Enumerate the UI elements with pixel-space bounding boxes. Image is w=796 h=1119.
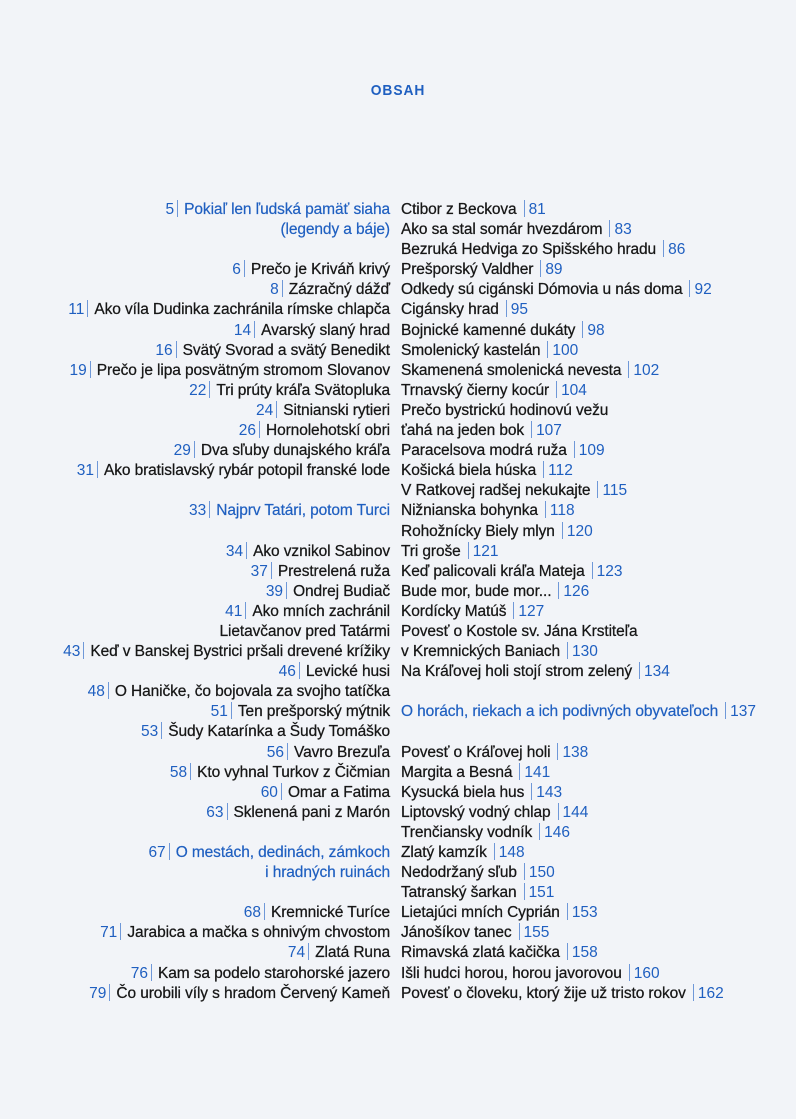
entry-title: Bojnické kamenné dukáty <box>401 321 576 339</box>
toc-entry[interactable] <box>401 943 756 963</box>
page-number: 134 <box>644 663 670 681</box>
divider-bar <box>663 240 664 257</box>
entry-title: Omar a Fatima <box>287 783 390 801</box>
page-number: 41 <box>225 602 243 620</box>
entry-title: Kordícky Matúš <box>401 602 507 620</box>
page-number: 39 <box>265 582 284 600</box>
entry-title: Ako mních zachránil <box>252 602 390 620</box>
entry-title: Skamenená smolenická nevesta <box>401 361 622 379</box>
page-number: 143 <box>536 783 563 801</box>
page-number: 56 <box>266 743 285 761</box>
divider-bar <box>582 321 583 338</box>
section-title: (legendy a báje) <box>280 221 390 239</box>
page-number: 58 <box>169 763 188 781</box>
entry-title: Kam sa podelo starohorské jazero <box>157 964 390 982</box>
toc-entry <box>63 622 390 642</box>
divider-bar <box>531 783 532 800</box>
divider-bar <box>87 300 88 317</box>
toc-entry[interactable] <box>401 903 756 923</box>
entry-title: O Haničke, čo bojovala za svojho tatíčka <box>114 683 390 701</box>
divider-bar <box>259 421 260 438</box>
page-number: 46 <box>278 663 296 681</box>
toc-entry[interactable] <box>401 743 756 763</box>
toc-entry[interactable] <box>63 642 390 662</box>
divider-bar <box>264 903 265 920</box>
page-number: 43 <box>63 643 81 661</box>
entry-title: Rimavská zlatá kačička <box>401 944 560 962</box>
divider-bar <box>519 763 520 780</box>
divider-bar <box>227 803 228 820</box>
entry-title: Keď palicovali kráľa Mateja <box>401 562 585 580</box>
toc-entry[interactable] <box>63 702 390 722</box>
entry-title: Košická biela húska <box>401 462 537 480</box>
divider-bar <box>567 943 568 960</box>
entry-title: Kto vyhnal Turkov z Čičmian <box>197 763 390 781</box>
entry-title: Čo urobili víly s hradom Červený Kameň <box>116 984 390 1002</box>
toc-section-heading[interactable] <box>63 200 390 220</box>
entry-title: Povesť o človeku, ktorý žije už tristo rokov <box>401 984 686 1002</box>
divider-bar <box>209 501 210 518</box>
divider-bar <box>194 441 195 458</box>
page-number: 33 <box>189 502 207 520</box>
divider-bar <box>524 863 525 880</box>
page-number: 150 <box>528 864 555 882</box>
page-number: 71 <box>100 924 118 942</box>
toc-entry[interactable] <box>63 763 390 783</box>
page-number: 53 <box>141 723 159 741</box>
toc-entry <box>401 622 756 642</box>
entry-title: Išli hudci horou, horou javorovou <box>401 964 622 982</box>
page-number: 115 <box>602 482 628 500</box>
divider-bar <box>494 843 495 860</box>
divider-bar <box>151 964 152 981</box>
toc-entry[interactable] <box>63 280 390 300</box>
page-number: 127 <box>518 602 545 620</box>
divider-bar <box>276 401 277 418</box>
toc-section-heading[interactable] <box>63 501 390 521</box>
divider-bar <box>558 582 559 599</box>
divider-bar <box>299 662 300 679</box>
entry-title: v Kremnických Baniach <box>401 643 560 661</box>
page-number: 89 <box>545 261 563 279</box>
toc-entry[interactable] <box>63 321 390 341</box>
toc-entry[interactable] <box>401 200 756 220</box>
page-number: 67 <box>148 844 166 861</box>
entry-title: Ten prešporský mýtnik <box>237 703 390 721</box>
spacer <box>63 823 390 843</box>
divider-bar <box>725 702 726 719</box>
divider-bar <box>567 903 568 920</box>
page-number: 34 <box>225 542 244 560</box>
page-number: 11 <box>68 301 85 319</box>
page-number: 92 <box>694 281 712 299</box>
toc-entry[interactable] <box>63 964 390 984</box>
entry-title: Kremnické Turíce <box>271 904 390 922</box>
divider-bar <box>506 300 507 317</box>
entry-title: Na Kráľovej holi stojí strom zelený <box>401 663 633 681</box>
toc-entry[interactable] <box>401 481 756 501</box>
toc-entry[interactable] <box>63 923 390 943</box>
toc-entry[interactable] <box>401 562 756 582</box>
page-number: 151 <box>528 884 555 902</box>
toc-entry[interactable] <box>401 582 756 602</box>
divider-bar <box>513 602 514 619</box>
entry-title: Sklenená pani z Marón <box>233 803 390 821</box>
divider-bar <box>209 381 210 398</box>
entry-title: Ondrej Budiač <box>293 582 390 600</box>
toc-entry[interactable] <box>63 582 390 602</box>
divider-bar <box>524 883 525 900</box>
divider-bar <box>281 783 282 800</box>
divider-bar <box>689 280 690 297</box>
toc-entry[interactable] <box>63 461 390 481</box>
entry-title: Jánošíkov tanec <box>401 924 512 942</box>
divider-bar <box>628 361 629 378</box>
page-number: 6 <box>232 261 241 279</box>
toc-section-heading <box>63 863 390 883</box>
entry-title: Dva sľuby dunajského kráľa <box>200 442 390 460</box>
page-number: 107 <box>536 422 562 440</box>
toc-entry[interactable] <box>63 682 390 702</box>
divider-bar <box>524 200 525 217</box>
toc-entry[interactable] <box>401 461 756 481</box>
toc-entry[interactable] <box>63 300 390 320</box>
page-number: 102 <box>633 361 660 379</box>
divider-bar <box>540 260 541 277</box>
divider-bar <box>97 461 98 478</box>
entry-title: Zlatá Runa <box>315 944 390 962</box>
divider-bar <box>562 522 563 539</box>
toc-entry[interactable] <box>401 883 756 903</box>
divider-bar <box>287 743 288 760</box>
entry-title: Povesť o Kostole sv. Jána Krstiteľa <box>401 622 638 640</box>
entry-title: Svätý Svorad a svätý Benedikt <box>182 341 390 359</box>
page-number: 26 <box>238 422 256 440</box>
divider-bar <box>282 280 283 297</box>
page-number: 68 <box>243 904 261 922</box>
entry-title: Trnavský čierny kocúr <box>401 381 550 399</box>
toc-entry[interactable] <box>401 542 756 562</box>
toc-section-heading[interactable] <box>401 702 756 722</box>
divider-bar <box>639 662 640 679</box>
divider-bar <box>539 823 540 840</box>
toc-entry[interactable] <box>401 501 756 521</box>
spacer <box>63 481 390 501</box>
divider-bar <box>592 562 593 579</box>
divider-bar <box>286 582 287 599</box>
page-number: 48 <box>87 683 105 701</box>
entry-title: ťahá na jeden bok <box>401 422 525 440</box>
page-number: 137 <box>730 703 756 721</box>
page-number: 148 <box>498 844 525 861</box>
divider-bar <box>558 803 559 820</box>
toc-entry[interactable] <box>401 220 756 240</box>
toc-entry[interactable] <box>63 943 390 963</box>
page-number: 8 <box>270 281 279 299</box>
entry-title: Prestrelená ruža <box>277 562 390 580</box>
page-number: 155 <box>523 924 550 942</box>
toc-entry[interactable] <box>63 542 390 562</box>
divider-bar <box>609 220 610 237</box>
toc-entry[interactable] <box>63 984 390 1004</box>
entry-title: Sitnianski rytieri <box>283 401 390 419</box>
page-number: 120 <box>566 522 593 540</box>
toc-entry[interactable] <box>401 923 756 943</box>
divider-bar <box>574 441 575 458</box>
spacer <box>401 722 756 742</box>
entry-title: Vavro Brezuľa <box>294 743 390 761</box>
toc-left-column <box>63 200 390 1004</box>
page-number: 19 <box>69 361 87 379</box>
page-number: 98 <box>587 321 605 339</box>
divider-bar <box>567 642 568 659</box>
toc-entry[interactable] <box>401 642 756 662</box>
page-number: 138 <box>562 743 589 761</box>
entry-title: Prečo je Kriváň krivý <box>250 261 390 279</box>
toc-entry[interactable] <box>401 662 756 682</box>
divider-bar <box>245 602 246 619</box>
page-number: 123 <box>596 562 623 580</box>
spacer <box>63 883 390 903</box>
toc-entry[interactable] <box>401 984 756 1004</box>
divider-bar <box>519 923 520 940</box>
toc-entry[interactable] <box>401 421 756 441</box>
divider-bar <box>169 843 170 860</box>
entry-title: Lietajúci mních Cyprián <box>401 904 560 922</box>
divider-bar <box>556 381 557 398</box>
entry-title: Nižnianska bohynka <box>401 502 538 520</box>
page-number: 81 <box>528 201 546 218</box>
toc-entry[interactable] <box>401 763 756 783</box>
page-number: 86 <box>668 241 686 259</box>
toc-entry[interactable] <box>63 381 390 401</box>
divider-bar <box>83 642 84 659</box>
entry-title: Zlatý kamzík <box>401 844 487 861</box>
divider-bar <box>557 743 558 760</box>
toc-entry <box>401 401 756 421</box>
page-number: 16 <box>155 341 173 359</box>
divider-bar <box>531 421 532 438</box>
section-title: O horách, riekach a ich podivných obyvateľoch <box>401 703 719 721</box>
page-number: 31 <box>76 462 94 480</box>
toc-entry[interactable] <box>401 260 756 280</box>
page-number: 29 <box>173 442 191 460</box>
entry-title: Rohožnícky Biely mlyn <box>401 522 555 540</box>
entry-title: Ako sa stal somár hvezdárom <box>401 221 603 239</box>
toc-section-heading[interactable] <box>63 843 390 863</box>
entry-title: Ctibor z Beckova <box>401 201 517 218</box>
entry-title: Tri groše <box>401 542 461 560</box>
divider-bar <box>109 984 110 1001</box>
entry-title: Hornolehotskí obri <box>266 422 390 440</box>
divider-bar <box>244 260 245 277</box>
toc-entry[interactable] <box>63 903 390 923</box>
page-title: OBSAH <box>370 82 426 99</box>
toc-entry[interactable] <box>63 662 390 682</box>
toc-entry[interactable] <box>63 441 390 461</box>
toc-entry[interactable] <box>401 522 756 542</box>
divider-bar <box>120 923 121 940</box>
toc-entry[interactable] <box>63 803 390 823</box>
divider-bar <box>543 461 544 478</box>
entry-title: Prečo bystrickú hodinovú vežu <box>401 401 609 419</box>
page-number: 109 <box>578 442 605 460</box>
divider-bar <box>231 702 232 719</box>
page-number: 146 <box>544 823 571 841</box>
entry-title: Levické husi <box>305 663 390 681</box>
entry-title: Nedodržaný sľub <box>401 864 517 882</box>
page-number: 126 <box>563 582 590 600</box>
toc-entry[interactable] <box>401 341 756 361</box>
entry-title: Bude mor, bude mor... <box>401 582 552 600</box>
page-number: 5 <box>165 201 175 218</box>
divider-bar <box>161 722 162 739</box>
entry-title: Smolenický kastelán <box>401 341 541 359</box>
page-number: 14 <box>233 321 252 339</box>
page-number: 83 <box>614 221 632 239</box>
divider-bar <box>468 542 469 559</box>
entry-title: Šudy Katarínka a Šudy Tomáško <box>168 723 390 741</box>
page-number: 141 <box>524 763 551 781</box>
divider-bar <box>190 763 191 780</box>
page-number: 162 <box>697 984 724 1002</box>
toc-entry[interactable] <box>401 602 756 622</box>
spacer <box>63 522 390 542</box>
entry-title: Bezruká Hedviga zo Spišského hradu <box>401 241 657 259</box>
toc-entry[interactable] <box>401 783 756 803</box>
entry-title: Zázračný dážď <box>288 281 390 299</box>
toc-entry[interactable] <box>401 823 756 843</box>
page-number: 118 <box>549 502 575 520</box>
entry-title: Ako bratislavský rybár potopil franské lode <box>103 462 390 480</box>
page-number: 112 <box>548 462 573 480</box>
section-title: Pokiaľ len ľudská pamäť siaha <box>184 201 390 218</box>
entry-title: Cigánsky hrad <box>401 301 499 319</box>
toc-entry[interactable] <box>63 743 390 763</box>
page-number: 37 <box>250 562 268 580</box>
toc-entry[interactable] <box>401 381 756 401</box>
entry-title: Ako vznikol Sabinov <box>253 542 390 560</box>
divider-bar <box>176 341 177 358</box>
page-number: 79 <box>89 984 107 1002</box>
toc-entry[interactable] <box>63 722 390 742</box>
divider-bar <box>547 341 548 358</box>
entry-title: V Ratkovej radšej nekukajte <box>401 482 591 500</box>
toc-entry[interactable] <box>401 240 756 260</box>
toc-entry[interactable] <box>63 421 390 441</box>
entry-title: Odkedy sú cigánski Dómovia u nás doma <box>401 281 683 299</box>
spacer <box>63 240 390 260</box>
toc-entry[interactable] <box>63 361 390 381</box>
spacer <box>401 682 756 702</box>
toc-entry[interactable] <box>401 863 756 883</box>
entry-title: Paracelsova modrá ruža <box>401 442 567 460</box>
toc-entry[interactable] <box>63 401 390 421</box>
toc-entry[interactable] <box>63 783 390 803</box>
divider-bar <box>271 562 272 579</box>
divider-bar <box>90 361 91 378</box>
divider-bar <box>693 984 694 1001</box>
toc-entry[interactable] <box>63 602 390 622</box>
toc-entry[interactable] <box>401 300 756 320</box>
toc-entry[interactable] <box>63 341 390 361</box>
divider-bar <box>308 943 309 960</box>
entry-title: Kysucká biela hus <box>401 783 525 801</box>
page-number: 95 <box>510 301 529 319</box>
toc-entry[interactable] <box>401 280 756 300</box>
toc-entry[interactable] <box>63 562 390 582</box>
entry-title: Prešporský Valdher <box>401 261 534 279</box>
page-number: 158 <box>571 944 598 962</box>
entry-title: Margita a Besná <box>401 763 513 781</box>
toc-entry[interactable] <box>401 441 756 461</box>
divider-bar <box>108 682 109 699</box>
page-number: 130 <box>572 643 598 661</box>
entry-title: Tatranský šarkan <box>401 884 517 902</box>
entry-title: Lietavčanov pred Tatármi <box>219 622 390 640</box>
section-title: Najprv Tatári, potom Turci <box>216 502 390 520</box>
page-number: 24 <box>256 401 274 419</box>
toc-entry[interactable] <box>63 260 390 280</box>
divider-bar <box>177 200 178 217</box>
entry-title: Liptovský vodný chlap <box>401 803 551 821</box>
page-number: 160 <box>633 964 660 982</box>
page-number: 76 <box>130 964 148 982</box>
toc-entry[interactable] <box>401 321 756 341</box>
page-number: 63 <box>206 803 224 821</box>
toc-section-heading <box>63 220 390 240</box>
toc-entry[interactable] <box>401 361 756 381</box>
divider-bar <box>254 321 255 338</box>
toc-entry[interactable] <box>401 964 756 984</box>
page-number: 60 <box>260 783 278 801</box>
page-number: 100 <box>552 341 579 359</box>
section-title: O mestách, dedinách, zámkoch <box>175 844 390 861</box>
divider-bar <box>629 964 630 981</box>
page-number: 153 <box>571 904 598 922</box>
entry-title: Jarabica a mačka s ohnivým chvostom <box>127 924 390 942</box>
page-number: 51 <box>210 703 228 721</box>
entry-title: Keď v Banskej Bystrici pršali drevené krížiky <box>90 643 390 661</box>
section-title: i hradných ruinách <box>265 864 390 882</box>
page-number: 144 <box>562 803 589 821</box>
toc-right-column <box>401 200 756 1004</box>
page-number: 121 <box>472 542 499 560</box>
page-number: 104 <box>561 381 587 399</box>
toc-entry[interactable] <box>401 843 756 863</box>
entry-title: Tri prúty kráľa Svätopluka <box>216 381 390 399</box>
entry-title: Povesť o Kráľovej holi <box>401 743 551 761</box>
page-number: 74 <box>287 944 306 962</box>
divider-bar <box>545 501 546 518</box>
entry-title: Trenčiansky vodník <box>401 823 533 841</box>
entry-title: Ako víla Dudinka zachránila rímske chlapča <box>94 301 390 319</box>
page-number: 22 <box>189 381 207 399</box>
divider-bar <box>597 481 598 498</box>
toc-entry[interactable] <box>401 803 756 823</box>
entry-title: Prečo je lipa posvätným stromom Slovanov <box>96 361 390 379</box>
entry-title: Avarský slaný hrad <box>261 321 390 339</box>
divider-bar <box>246 542 247 559</box>
